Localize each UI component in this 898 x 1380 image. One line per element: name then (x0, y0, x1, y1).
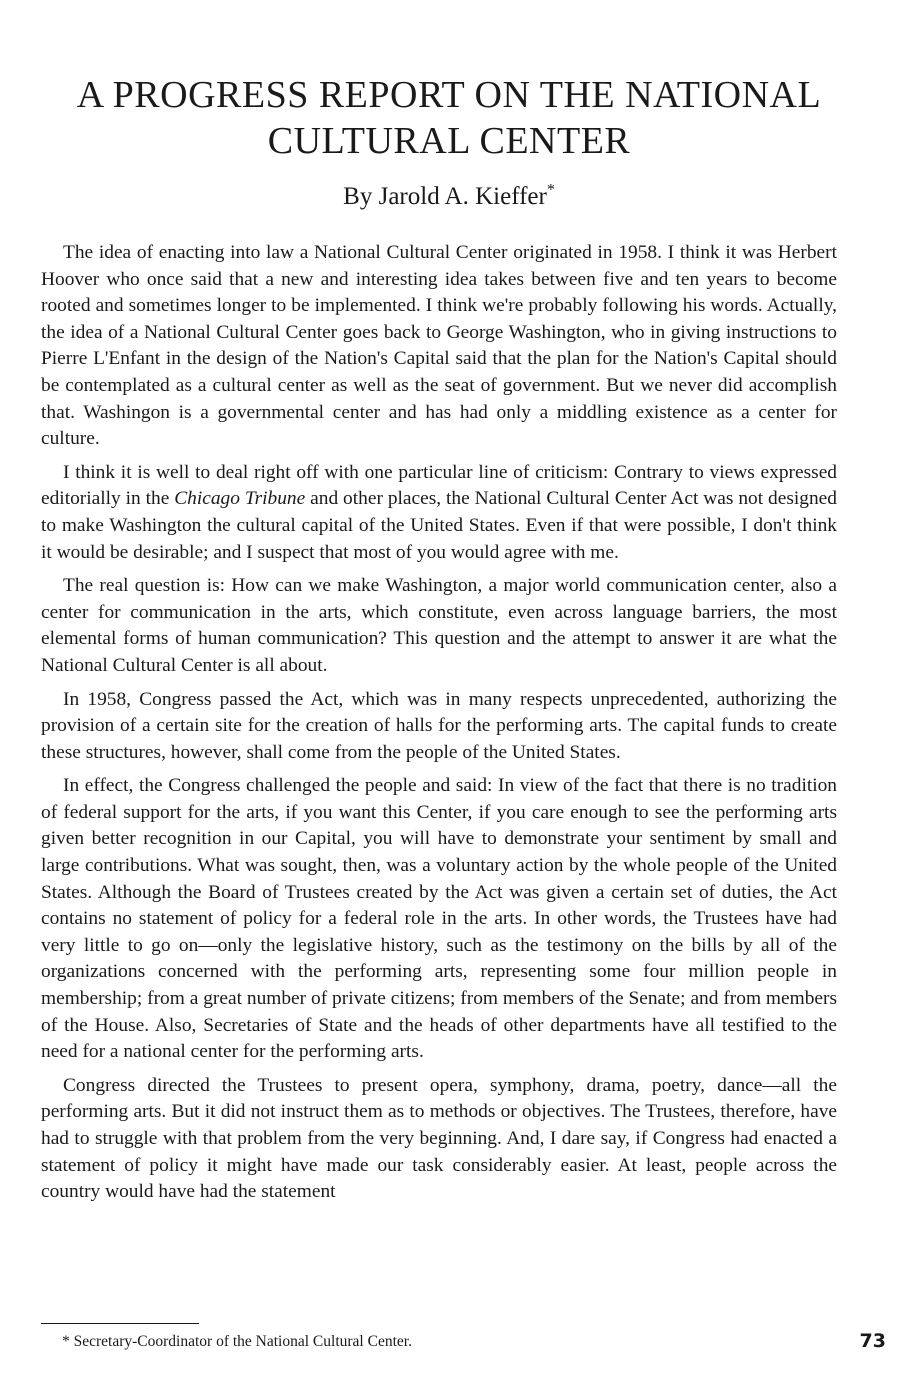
article-title: A PROGRESS REPORT ON THE NATIONAL CULTURAL CENTER (76, 74, 822, 162)
byline-prefix: By (343, 183, 373, 210)
paragraph: In 1958, Congress passed the Act, which was in many respects unprecedented, authorizing the provision of a certain site for the creation of halls for the performing arts. The capital funds to create these structures, however, shall come from the people of the United States. (41, 688, 837, 763)
paragraph: The idea of enacting into law a National Cultural Center originated in 1958. I think it was Herbert Hoover who once said that a new and interesting idea takes between five and ten years to become rooted and sometimes longer to be implemented. I think we're probably following his words. Actually, the idea of a National Cultural Center goes back to George Washington, who in giving instructions to Pierre L'Enfant in the design of the Nation's Capital said that the plan for the Nation's Capital should be contemplated as a cultural center as well as the seat of government. But we never did accomplish that. Washingon is a governmental center and has had only a middling existence as a center for culture. (41, 242, 837, 450)
paragraph (41, 460, 837, 566)
footnote-divider (41, 1323, 199, 1324)
paragraph: In effect, the Congress challenged the people and said: In view of the fact that there is no tradition of federal support for the arts, if you want this Center, if you care enough to see the performing arts given better recognition in our Capital, you will have to demonstrate your sentiment by small and large contributions. What was sought, then, was a voluntary action by the whole people of the United States. Although the Board of Trustees created by the Act was given a certain set of duties, the Act contains no statement of policy for a federal role in the arts. In other words, the Trustees have had very little to go on—only the legislative history, such as the testimony on the bills by all of the organizations concerned with the performing arts, representing some four million people in membership; from a great number of private citizens; from members of the Senate; and from members of the House. Also, Secretaries of State and the heads of other departments have all testified to the need for a national center for the performing arts. (41, 775, 837, 1063)
byline (0, 182, 898, 212)
footnote: * Secretary-Coordinator of the National Cultural Center. (62, 1333, 412, 1350)
paragraph: The real question is: How can we make Washington, a major world communication center, also a center for communication in the arts, which constitute, even across language barriers, the most elemental forms of human communication? This question and the attempt to answer it are what the National Cultural Center is all about. (41, 575, 837, 676)
author-name: Jarold A. Kieffer (378, 183, 547, 210)
paragraph-text: I think it is well to deal right off with one particular line of criticism: Contrary to views expressed editorially in the (41, 461, 837, 510)
newspaper-title: Chicago Tribune (174, 488, 306, 510)
paragraph-text: and other places, the National Cultural Center Act was not designed to make Washington the cultural capital of the United States. Even if that were possible, I don't think it would be desirable; and I suspect that most of you would agree with me. (41, 488, 837, 563)
author-footnote-mark: * (546, 181, 555, 199)
page-number: 73 (859, 1330, 886, 1352)
paragraph: Congress directed the Trustees to present opera, symphony, drama, poetry, dance—all the performing arts. But it did not instruct them as to methods or objectives. The Trustees, therefore, have had to struggle with that problem from the very beginning. And, I dare say, if Congress had enacted a statement of policy it might have made our task considerably easier. At least, people across the country would have had the statement (41, 1074, 837, 1203)
article-body (41, 240, 837, 1213)
